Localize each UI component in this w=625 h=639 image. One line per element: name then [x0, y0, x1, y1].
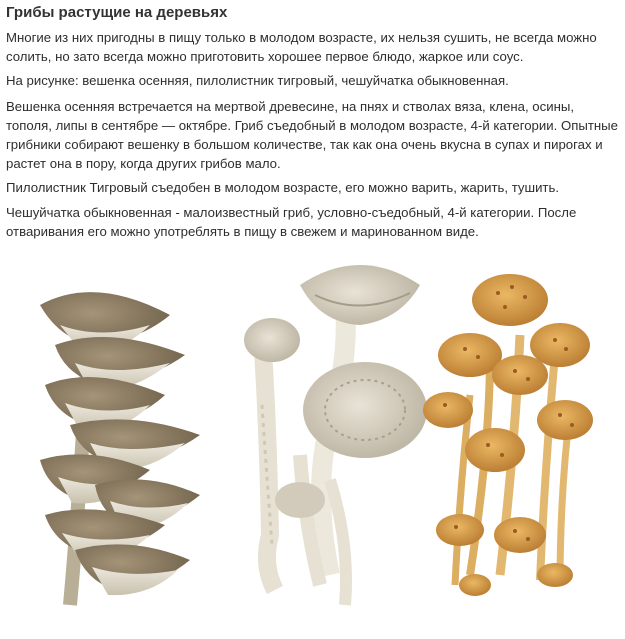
tiger-sawgill-icon	[244, 265, 427, 605]
scaly-pholiota-icon	[423, 274, 593, 596]
paragraph-oyster-mushroom: Вешенка осенняя встречается на мертвой древесине, на пнях и стволах вяза, клена, осины, тополя, липы в сентябре — октябре. Гриб съедобный в молодом возрасте, 4-й категории. Опытные грибники собирают вешенку в большом количестве, так как она очень вкусна в супах и пирогах и растет она в пору, когда других грибов мало.	[6, 99, 618, 171]
paragraph-scaly-pholiota: Чешуйчатка обыкновенная - малоизвестный гриб, условно-съедобный, 4-й категории. После отваривания его можно употреблять в пищу в свежем и маринованном виде.	[6, 205, 577, 239]
oyster-mushroom-icon	[40, 292, 200, 605]
paragraph-tiger-sawgill: Пилолистник Тигровый съедобен в молодом возрасте, его можно варить, жарить, тушить.	[6, 180, 560, 195]
paragraph-intro: Многие из них пригодны в пищу только в молодом возрасте, их нельзя сушить, не всегда можно солить, но зато всегда можно приготовить хорошее первое блюдо, жаркое или соус.	[6, 30, 597, 64]
mushroom-illustration	[0, 245, 625, 639]
article-title: Грибы растущие на деревьях	[6, 4, 228, 21]
paragraph-figure-caption: На рисунке: вешенка осенняя, пилолистник тигровый, чешуйчатка обыкновенная.	[6, 73, 509, 88]
